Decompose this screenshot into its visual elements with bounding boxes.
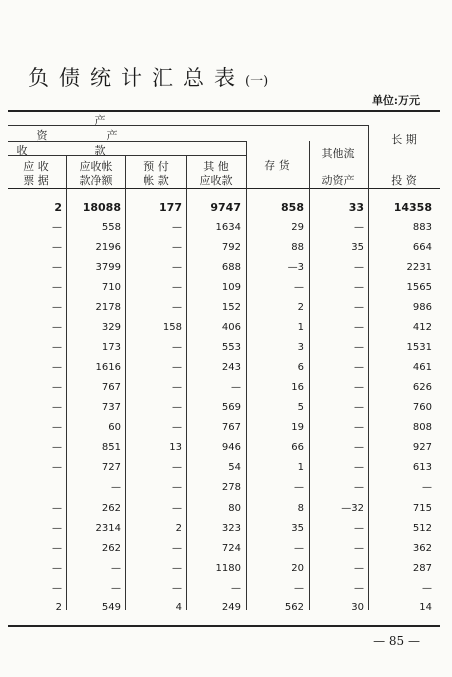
table-cell: 946	[221, 442, 241, 453]
table-cell: 562	[284, 602, 304, 613]
table-cell: 512	[412, 523, 432, 534]
header-yingshou-zhangkuan-1: 应收帐	[79, 160, 113, 173]
header-zichan: 资	[36, 129, 48, 142]
table-cell: —	[172, 242, 182, 253]
table-cell: 569	[221, 402, 241, 413]
table-cell: 727	[101, 462, 121, 473]
header-qita-liudong-1: 其他流	[321, 147, 355, 160]
table-cell: 158	[162, 322, 182, 333]
table-cell: —	[52, 563, 62, 574]
header-shou: 收	[16, 144, 28, 157]
table-cell: —	[172, 543, 182, 554]
table-cell: 3	[297, 342, 304, 353]
table-cell: —	[422, 583, 432, 594]
table-cell: —	[52, 342, 62, 353]
table-cell: 715	[412, 503, 432, 514]
table-cell	[12, 478, 62, 498]
table-cell: 13	[169, 442, 182, 453]
unit-label: 单位:万元	[371, 94, 420, 107]
table-cell: 808	[412, 422, 432, 433]
header-kuan: 款	[94, 144, 106, 157]
table-cell: 1	[297, 322, 304, 333]
table-cell: 30	[351, 602, 364, 613]
table-cell: 80	[228, 503, 241, 514]
table-cell: 14358	[393, 201, 432, 214]
header-changqi-1: 长 期	[391, 133, 417, 146]
table-cell: 767	[101, 382, 121, 393]
table-cell: —	[354, 563, 364, 574]
table-cell: 88	[291, 242, 304, 253]
table-cell: 1531	[406, 342, 432, 353]
table-cell: —	[52, 362, 62, 373]
table-cell: 66	[291, 442, 304, 453]
table-cell: 54	[228, 462, 241, 473]
table-cell: 243	[221, 362, 241, 373]
table-cell: 760	[412, 402, 432, 413]
table-cell: 461	[412, 362, 432, 373]
table-cell: 688	[221, 262, 241, 273]
table-cell: 1180	[215, 563, 241, 574]
table-cell: —	[354, 442, 364, 453]
table-cell: —	[52, 402, 62, 413]
table-cell: 710	[101, 282, 121, 293]
table-cell: —	[354, 362, 364, 373]
table-cell: 1	[297, 462, 304, 473]
table-cell: 927	[412, 442, 432, 453]
table-cell: —	[172, 382, 182, 393]
table-cell: —	[111, 583, 121, 594]
col-divider	[125, 155, 126, 610]
table-cell: —32	[341, 503, 364, 514]
table-cell: 262	[101, 543, 121, 554]
table-cell: —	[354, 302, 364, 313]
header-chan: 产	[106, 129, 118, 142]
table-cell: —	[354, 262, 364, 273]
table-cell: 9747	[210, 201, 241, 214]
table-cell: 6	[297, 362, 304, 373]
table-cell: —	[294, 282, 304, 293]
table-cell: —	[52, 462, 62, 473]
table-cell: —	[52, 282, 62, 293]
table-cell: —	[172, 583, 182, 594]
top-rule	[8, 110, 440, 112]
table-cell: 5	[297, 402, 304, 413]
table-cell: 549	[101, 602, 121, 613]
table-cell: —	[231, 382, 241, 393]
table-cell: 883	[412, 222, 432, 233]
header-line-1	[8, 125, 368, 126]
table-cell: 2196	[95, 242, 121, 253]
table-title	[28, 62, 268, 92]
table-cell: 329	[101, 322, 121, 333]
table-cell: —	[172, 482, 182, 493]
table-cell: —	[354, 462, 364, 473]
header-changqi-2: 投 资	[391, 174, 417, 187]
bottom-rule	[8, 625, 440, 627]
table-cell: 33	[348, 201, 364, 214]
table-cell: —	[172, 222, 182, 233]
table-cell: —	[354, 422, 364, 433]
table-cell: 737	[101, 402, 121, 413]
table-cell: 249	[221, 602, 241, 613]
table-cell: 278	[221, 482, 241, 493]
table-cell: —	[354, 543, 364, 554]
header-yingshou-piaoju-2: 票 据	[23, 174, 49, 187]
table-cell: —	[52, 262, 62, 273]
table-cell: —	[52, 422, 62, 433]
table-cell: —	[52, 382, 62, 393]
header-yingshou-piaoju-1: 应 收	[23, 160, 49, 173]
table-cell: —	[172, 563, 182, 574]
header-yufu-2: 帐 款	[143, 174, 169, 187]
table-cell: —	[52, 222, 62, 233]
table-cell: 2	[297, 302, 304, 313]
table-cell: —	[52, 503, 62, 514]
table-cell: —	[52, 543, 62, 554]
col-divider	[246, 141, 247, 610]
title-suffix: (一)	[245, 74, 269, 89]
table-cell: 362	[412, 543, 432, 554]
table-cell: 1616	[95, 362, 121, 373]
table-cell: 29	[291, 222, 304, 233]
table-cell: 4	[175, 602, 182, 613]
table-cell: —	[172, 462, 182, 473]
table-cell: —	[172, 262, 182, 273]
table-cell: —	[354, 322, 364, 333]
table-cell: 412	[412, 322, 432, 333]
table-cell: —	[294, 543, 304, 554]
table-cell: —	[294, 583, 304, 594]
table-cell: 851	[101, 442, 121, 453]
header-yingshou-zhangkuan-2: 款净额	[79, 174, 113, 187]
table-cell: 2	[55, 602, 62, 613]
table-cell: 613	[412, 462, 432, 473]
table-cell: 20	[291, 563, 304, 574]
table-cell: 2314	[95, 523, 121, 534]
table-cell: —	[354, 342, 364, 353]
table-cell: —	[172, 503, 182, 514]
table-cell: 3799	[95, 262, 121, 273]
table-cell: 323	[221, 523, 241, 534]
table-cell: —	[52, 322, 62, 333]
table-cell: 406	[221, 322, 241, 333]
table-cell: —	[354, 402, 364, 413]
table-cell: —	[422, 482, 432, 493]
table-cell: —	[111, 482, 121, 493]
table-cell: 2231	[406, 262, 432, 273]
table-cell: 2	[54, 201, 62, 214]
table-cell: —	[52, 523, 62, 534]
table-cell: —	[294, 482, 304, 493]
table-cell: 553	[221, 342, 241, 353]
table-cell: 664	[412, 242, 432, 253]
table-cell: —	[52, 442, 62, 453]
header-cunhuo: 存 货	[264, 159, 290, 172]
table-cell: 858	[281, 201, 304, 214]
page-number: — 85 —	[373, 634, 420, 648]
table-cell: —	[354, 523, 364, 534]
table-cell: —	[354, 222, 364, 233]
table-cell: —	[354, 282, 364, 293]
table-cell: —	[354, 482, 364, 493]
table-cell: 767	[221, 422, 241, 433]
table-cell: —3	[287, 262, 304, 273]
table-cell: 2	[175, 523, 182, 534]
header-line-3	[8, 155, 246, 156]
table-cell: —	[354, 382, 364, 393]
table-cell: 173	[101, 342, 121, 353]
table-cell: —	[354, 583, 364, 594]
table-cell: 986	[412, 302, 432, 313]
table-cell: 14	[419, 602, 432, 613]
table-cell: 35	[351, 242, 364, 253]
table-cell: 8	[297, 503, 304, 514]
title-main: 负债统计汇总表	[28, 66, 245, 90]
table-cell: 16	[291, 382, 304, 393]
header-qita-liudong-2: 动资产	[321, 174, 355, 187]
table-cell: 792	[221, 242, 241, 253]
table-cell: 262	[101, 503, 121, 514]
table-cell: —	[52, 302, 62, 313]
table-cell: 18088	[82, 201, 121, 214]
table-cell: 35	[291, 523, 304, 534]
table-cell: 1565	[406, 282, 432, 293]
table-cell: —	[172, 422, 182, 433]
table-cell: —	[52, 242, 62, 253]
header-bottom-rule	[8, 188, 440, 189]
table-cell: —	[231, 583, 241, 594]
table-cell: 177	[159, 201, 182, 214]
table-cell: —	[111, 563, 121, 574]
table-cell: 2178	[95, 302, 121, 313]
table-cell: 558	[101, 222, 121, 233]
col-divider	[368, 125, 369, 610]
table-cell: —	[172, 302, 182, 313]
header-qita-1: 其 他	[203, 160, 229, 173]
header-qita-2: 应收款	[199, 174, 233, 187]
header-yufu-1: 预 付	[143, 160, 169, 173]
table-cell: 626	[412, 382, 432, 393]
table-cell: 109	[221, 282, 241, 293]
table-cell: 724	[221, 543, 241, 554]
table-cell: 1634	[215, 222, 241, 233]
table-cell: 19	[291, 422, 304, 433]
table-cell: —	[172, 402, 182, 413]
header-chan-top: 产	[94, 114, 106, 127]
table-cell: —	[172, 282, 182, 293]
table-cell: —	[172, 362, 182, 373]
table-cell: 152	[221, 302, 241, 313]
table-cell: 287	[412, 563, 432, 574]
table-cell: —	[52, 583, 62, 594]
table-cell: —	[172, 342, 182, 353]
table-cell: 60	[108, 422, 121, 433]
